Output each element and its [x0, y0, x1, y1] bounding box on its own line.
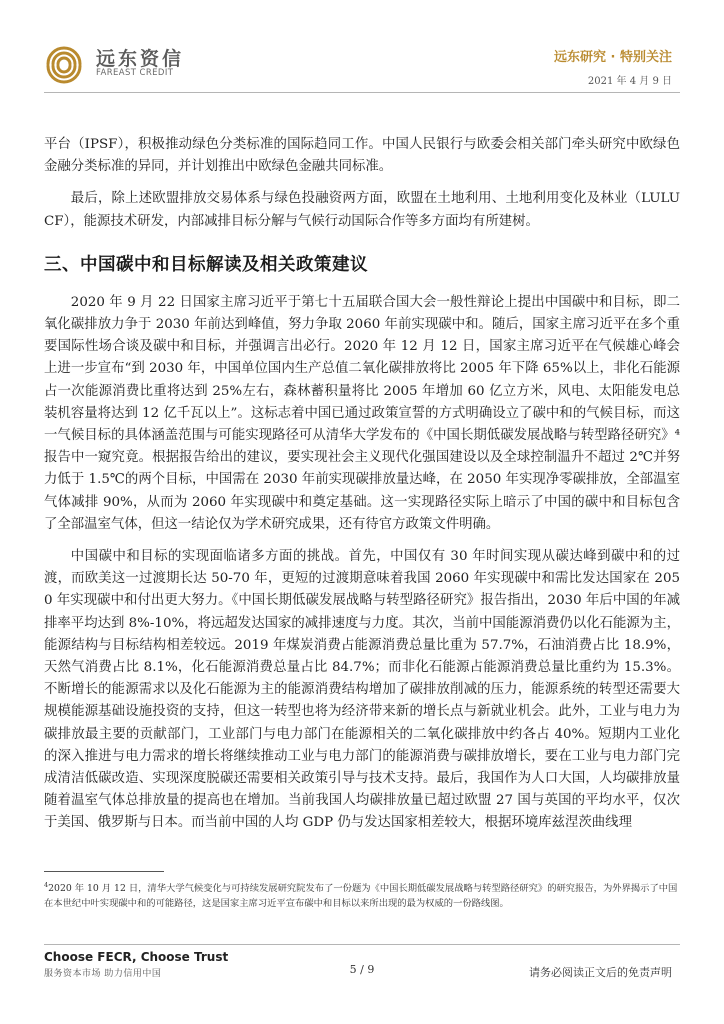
header-divider [44, 92, 680, 93]
footnote-text: 2020 年 10 月 12 日，清华大学气候变化与可持续发展研究院发布了一份题为《中国长期低碳发展战略与转型路径研究》的研究报告，为外界揭示了中国在本世纪中叶实现碳中和的可能路径，这是国家主席习近平宣布碳中和目标以来所出现的最为权威的一份路线图。 [44, 883, 678, 910]
body-paragraph-1: 平台（IPSF），积极推动绿色分类标准的国际趋同工作。中国人民银行与欧委会相关部门牵头研究中欧绿色金融分类标准的异同，并计划推出中欧绿色金融共同标准。 [44, 137, 680, 175]
section-title: 三、中国碳中和目标解读及相关政策建议 [44, 254, 368, 275]
footer-slogan-cn: 服务资本市场 助力信用中国 [44, 969, 162, 979]
disclaimer-notice: 请务必阅读正文后的免责声明 [529, 966, 672, 979]
footer-divider [44, 944, 680, 945]
brand-name-en: FAREAST CREDIT [96, 68, 174, 78]
brand-name-cn: 远东资信 [96, 48, 185, 70]
footnote-marker: 4 [44, 881, 49, 889]
body-paragraph-3: 2020 年 9 月 22 日国家主席习近平于第七十五届联合国大会一般性辩论上提出中国碳中和目标，即二氧化碳排放力争于 2030 年前达到峰值，努力争取 2060 年前实现碳中和。随后，国家主席习近平在多个重要国际性场合谈及碳中和目标，并强调言出必行。2020 年 12 月 12 日，国家主席习近平在气候雄心峰会上进一步宣布“到 2030 年，中国单位国内生产总值二氧化碳排放将比 2005 年下降 65%以上，非化石能源占一次能源消费比重将达到 25%左右，森林蓄积量将比 2005 年增加 60 亿立方米，风电、太阳能发电总装机容量将达到 12 亿千瓦以上”。这标志着中国已通过政策宣誓的方式明确设立了碳中和的气候目标，而这一气候目标的具体涵盖范围与可能实现路径可从清华大学发布的《中国长期低碳发展战略与转型路径研究》⁴报告中一窥究竟。根据报告给出的建议，要实现社会主义现代化强国建设以及全球控制温升不超过 2℃并努力低于 1.5℃的两个目标，中国需在 2030 年前实现碳排放量达峰，在 2050 年实现净零碳排放，全部温室气体减排 90%，从而为 2060 年实现碳中和奠定基础。这一实现路径实际上暗示了中国的碳中和目标包含了全部温室气体，但这一结论仅为学术研究成果，还有待官方政策文件明确。 [44, 294, 680, 532]
report-date: 2021 年 4 月 9 日 [587, 76, 672, 87]
main-content [44, 134, 680, 835]
footnote [44, 878, 680, 911]
footer-slogan-en: Choose FECR, Choose Trust [44, 950, 229, 964]
page-number: 5 / 9 [349, 963, 375, 976]
footnote-divider [44, 871, 164, 872]
report-category: 远东研究 · 特别关注 [554, 50, 672, 65]
fareast-credit-logo-icon [44, 44, 84, 84]
body-paragraph-4: 中国碳中和目标的实现面临诸多方面的挑战。首先，中国仅有 30 年时间实现从碳达峰到碳中和的过渡，而欧美这一过渡期长达 50-70 年，更短的过渡期意味着我国 2060 年实现碳中和需比发达国家在 2050 年实现碳中和付出更大努力。《中国长期低碳发展战略与转型路径研究》报告指出，2030 年后中国的年减排率平均达到 8%-10%，将远超发达国家的减排速度与力度。其次，当前中国能源消费仍以化石能源为主，能源结构与目标结构相差较远。2019 年煤炭消费占能源消费总量比重为 57.7%，石油消费占比 18.9%，天然气消费占比 8.1%，化石能源消费总量占比 84.7%；而非化石能源占能源消费总量比重约为 15.3%。不断增长的能源需求以及化石能源为主的能源消费结构增加了碳排放削减的压力，能源系统的转型还需要大规模能源基础设施投资的支持，但这一转型也将为经济带来新的增长点与新就业机会。此外，工业与电力为碳排放最主要的贡献部门，工业部门与电力部门在能源相关的二氧化碳排放中约各占 40%。短期内工业化的深入推进与电力需求的增长将继续推动工业与电力部门的能源消费与碳排放增长，要在工业与电力部门完成清洁低碳改造、实现深度脱碳还需要相关政策引导与技术支持。最后，我国作为人口大国，人均碳排放量随着温室气体总排放量的提高也在增加。当前我国人均碳排放量已超过欧盟 27 国与英国的平均水平，仅次于美国、俄罗斯与日本。而当前中国的人均 GDP 仍与发达国家相差较大，根据环境库兹涅茨曲线理 [44, 549, 680, 831]
body-paragraph-2: 最后，除上述欧盟排放交易体系与绿色投融资两方面，欧盟在土地利用、土地利用变化及林业（LULUCF），能源技术研发，内部减排目标分解与气候行动国际合作等多方面均有所建树。 [44, 191, 680, 229]
page-header [0, 0, 724, 100]
